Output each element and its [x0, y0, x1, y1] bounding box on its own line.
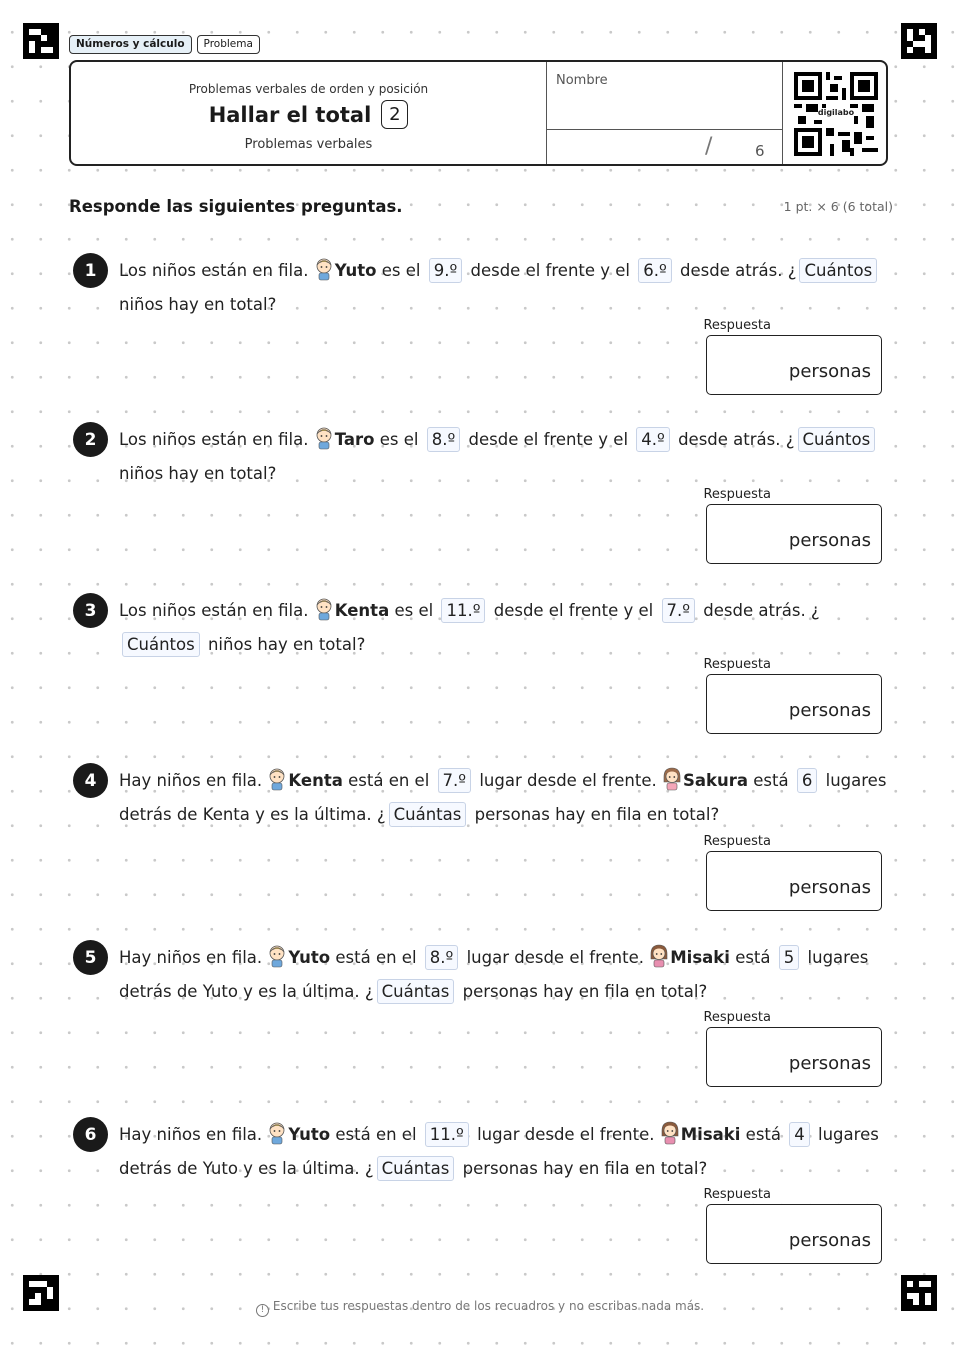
worksheet-number: 2 [381, 100, 408, 129]
answer-box[interactable] [706, 674, 882, 734]
question-5 [73, 940, 888, 1092]
qr-code-icon [794, 72, 878, 156]
answer-label: Respuesta [703, 318, 771, 333]
answer-label: Respuesta [703, 657, 771, 672]
answer-box[interactable] [706, 335, 882, 395]
answer-box[interactable] [706, 1027, 882, 1087]
given-value-box: 4 [789, 1122, 810, 1147]
boy-avatar-icon [314, 257, 334, 281]
child-name: Kenta [288, 771, 343, 790]
question-number-badge: 6 [73, 1117, 108, 1152]
name-score-column [546, 62, 783, 164]
answer-label: Respuesta [703, 487, 771, 502]
question-4 [73, 763, 888, 915]
answer-label: Respuesta [703, 1010, 771, 1025]
given-value-box: 8.º [427, 427, 461, 452]
answer-unit: personas [788, 1053, 871, 1074]
question-number-badge: 2 [73, 422, 108, 457]
instructions-text: Responde las siguientes preguntas. [69, 197, 403, 216]
boy-avatar-icon [267, 767, 287, 791]
tag-row [69, 35, 260, 54]
girl-avatar-icon [662, 767, 682, 791]
question-number-badge: 1 [73, 253, 108, 288]
given-value-box: 6 [797, 768, 818, 793]
answer-unit: personas [788, 877, 871, 898]
fiducial-marker-icon [901, 23, 937, 59]
fiducial-marker-icon [23, 23, 59, 59]
answer-unit: personas [788, 1230, 871, 1251]
footer-note [0, 1299, 960, 1317]
question-word-box: Cuántas [389, 802, 467, 827]
child-name: Kenta [334, 601, 390, 620]
answer-label: Respuesta [703, 834, 771, 849]
boy-avatar-icon [314, 426, 334, 450]
points-text: 1 pt. × 6 (6 total) [783, 199, 893, 214]
answer-unit: personas [788, 361, 871, 382]
boy-avatar-icon [267, 1121, 287, 1145]
score-slash: / [705, 134, 713, 159]
info-icon: ! [256, 1304, 269, 1317]
question-text: Los niños están en fila. Taro es el 8.º desde el frente y el 4.º desde atrás. ¿ Cuántos niños hay en total? [119, 423, 889, 491]
question-3 [73, 593, 888, 738]
given-value-box: 4.º [636, 427, 670, 452]
given-value-box: 5 [779, 945, 800, 970]
name-label: Nombre [556, 73, 608, 88]
question-text: Los niños están en fila. Kenta es el 11.º desde el frente y el 7.º desde atrás. ¿Cuántos niños hay en total? [119, 594, 889, 662]
given-value-box: 8.º [425, 945, 459, 970]
girl-avatar-icon [649, 944, 669, 968]
child-name: Taro [334, 430, 375, 449]
answer-label: Respuesta [703, 1187, 771, 1202]
boy-avatar-icon [314, 597, 334, 621]
footer-text: Escribe tus respuestas dentro de los recuadros y no escribas nada más. [272, 1299, 705, 1313]
title-block [71, 62, 546, 164]
answer-unit: personas [788, 700, 871, 721]
worksheet-title: Hallar el total [208, 102, 372, 127]
type-tag: Problema [197, 35, 260, 54]
child-name: Sakura [683, 771, 749, 790]
worksheet-title-row [71, 100, 546, 129]
question-word-box: Cuántos [122, 632, 200, 657]
name-divider [547, 129, 782, 130]
question-text: Hay niños en fila. Yuto está en el 8.º lugar desde el frente. Misaki está 5 lugares detrás de Yuto y es la última. ¿ Cuántas personas hay en fila en total? [119, 941, 889, 1009]
given-value-box: 7.º [662, 598, 696, 623]
given-value-box: 11.º [425, 1122, 469, 1147]
question-word-box: Cuántos [799, 258, 877, 283]
question-text: Hay niños en fila. Kenta está en el 7.º lugar desde el frente. Sakura está 6 lugares detrás de Kenta y es la última. ¿ Cuántas personas hay en fila en total? [119, 764, 889, 832]
answer-box[interactable] [706, 1204, 882, 1264]
answer-unit: personas [788, 530, 871, 551]
question-number-badge: 5 [73, 940, 108, 975]
child-name: Yuto [334, 261, 377, 280]
girl-avatar-icon [660, 1121, 680, 1145]
question-word-box: Cuántas [377, 979, 455, 1004]
category-tag: Números y cálculo [69, 35, 192, 54]
given-value-box: 9.º [429, 258, 463, 283]
boy-avatar-icon [267, 944, 287, 968]
question-text: Hay niños en fila. Yuto está en el 11.º lugar desde el frente. Misaki está 4 lugares detrás de Yuto y es la última. ¿ Cuántas personas hay en fila en total? [119, 1118, 889, 1186]
child-name: Misaki [670, 948, 730, 967]
question-text: Los niños están en fila. Yuto es el 9.º desde el frente y el 6.º desde atrás. ¿ Cuántos niños hay en total? [119, 254, 889, 322]
question-2 [73, 422, 888, 567]
question-number-badge: 3 [73, 593, 108, 628]
question-6 [73, 1117, 888, 1269]
question-word-box: Cuántas [377, 1156, 455, 1181]
question-1 [73, 253, 888, 398]
given-value-box: 11.º [441, 598, 485, 623]
worksheet-subtitle: Problemas verbales de orden y posición [188, 82, 429, 96]
answer-box[interactable] [706, 504, 882, 564]
score-total: 6 [755, 142, 765, 160]
worksheet-header [69, 60, 888, 166]
worksheet-category: Problemas verbales [244, 137, 373, 152]
child-name: Yuto [288, 1125, 331, 1144]
given-value-box: 6.º [638, 258, 672, 283]
answer-box[interactable] [706, 851, 882, 911]
question-number-badge: 4 [73, 763, 108, 798]
child-name: Misaki [680, 1125, 741, 1144]
question-word-box: Cuántos [798, 427, 876, 452]
given-value-box: 7.º [438, 768, 472, 793]
qr-caption: digilabo [817, 108, 855, 117]
child-name: Yuto [288, 948, 331, 967]
